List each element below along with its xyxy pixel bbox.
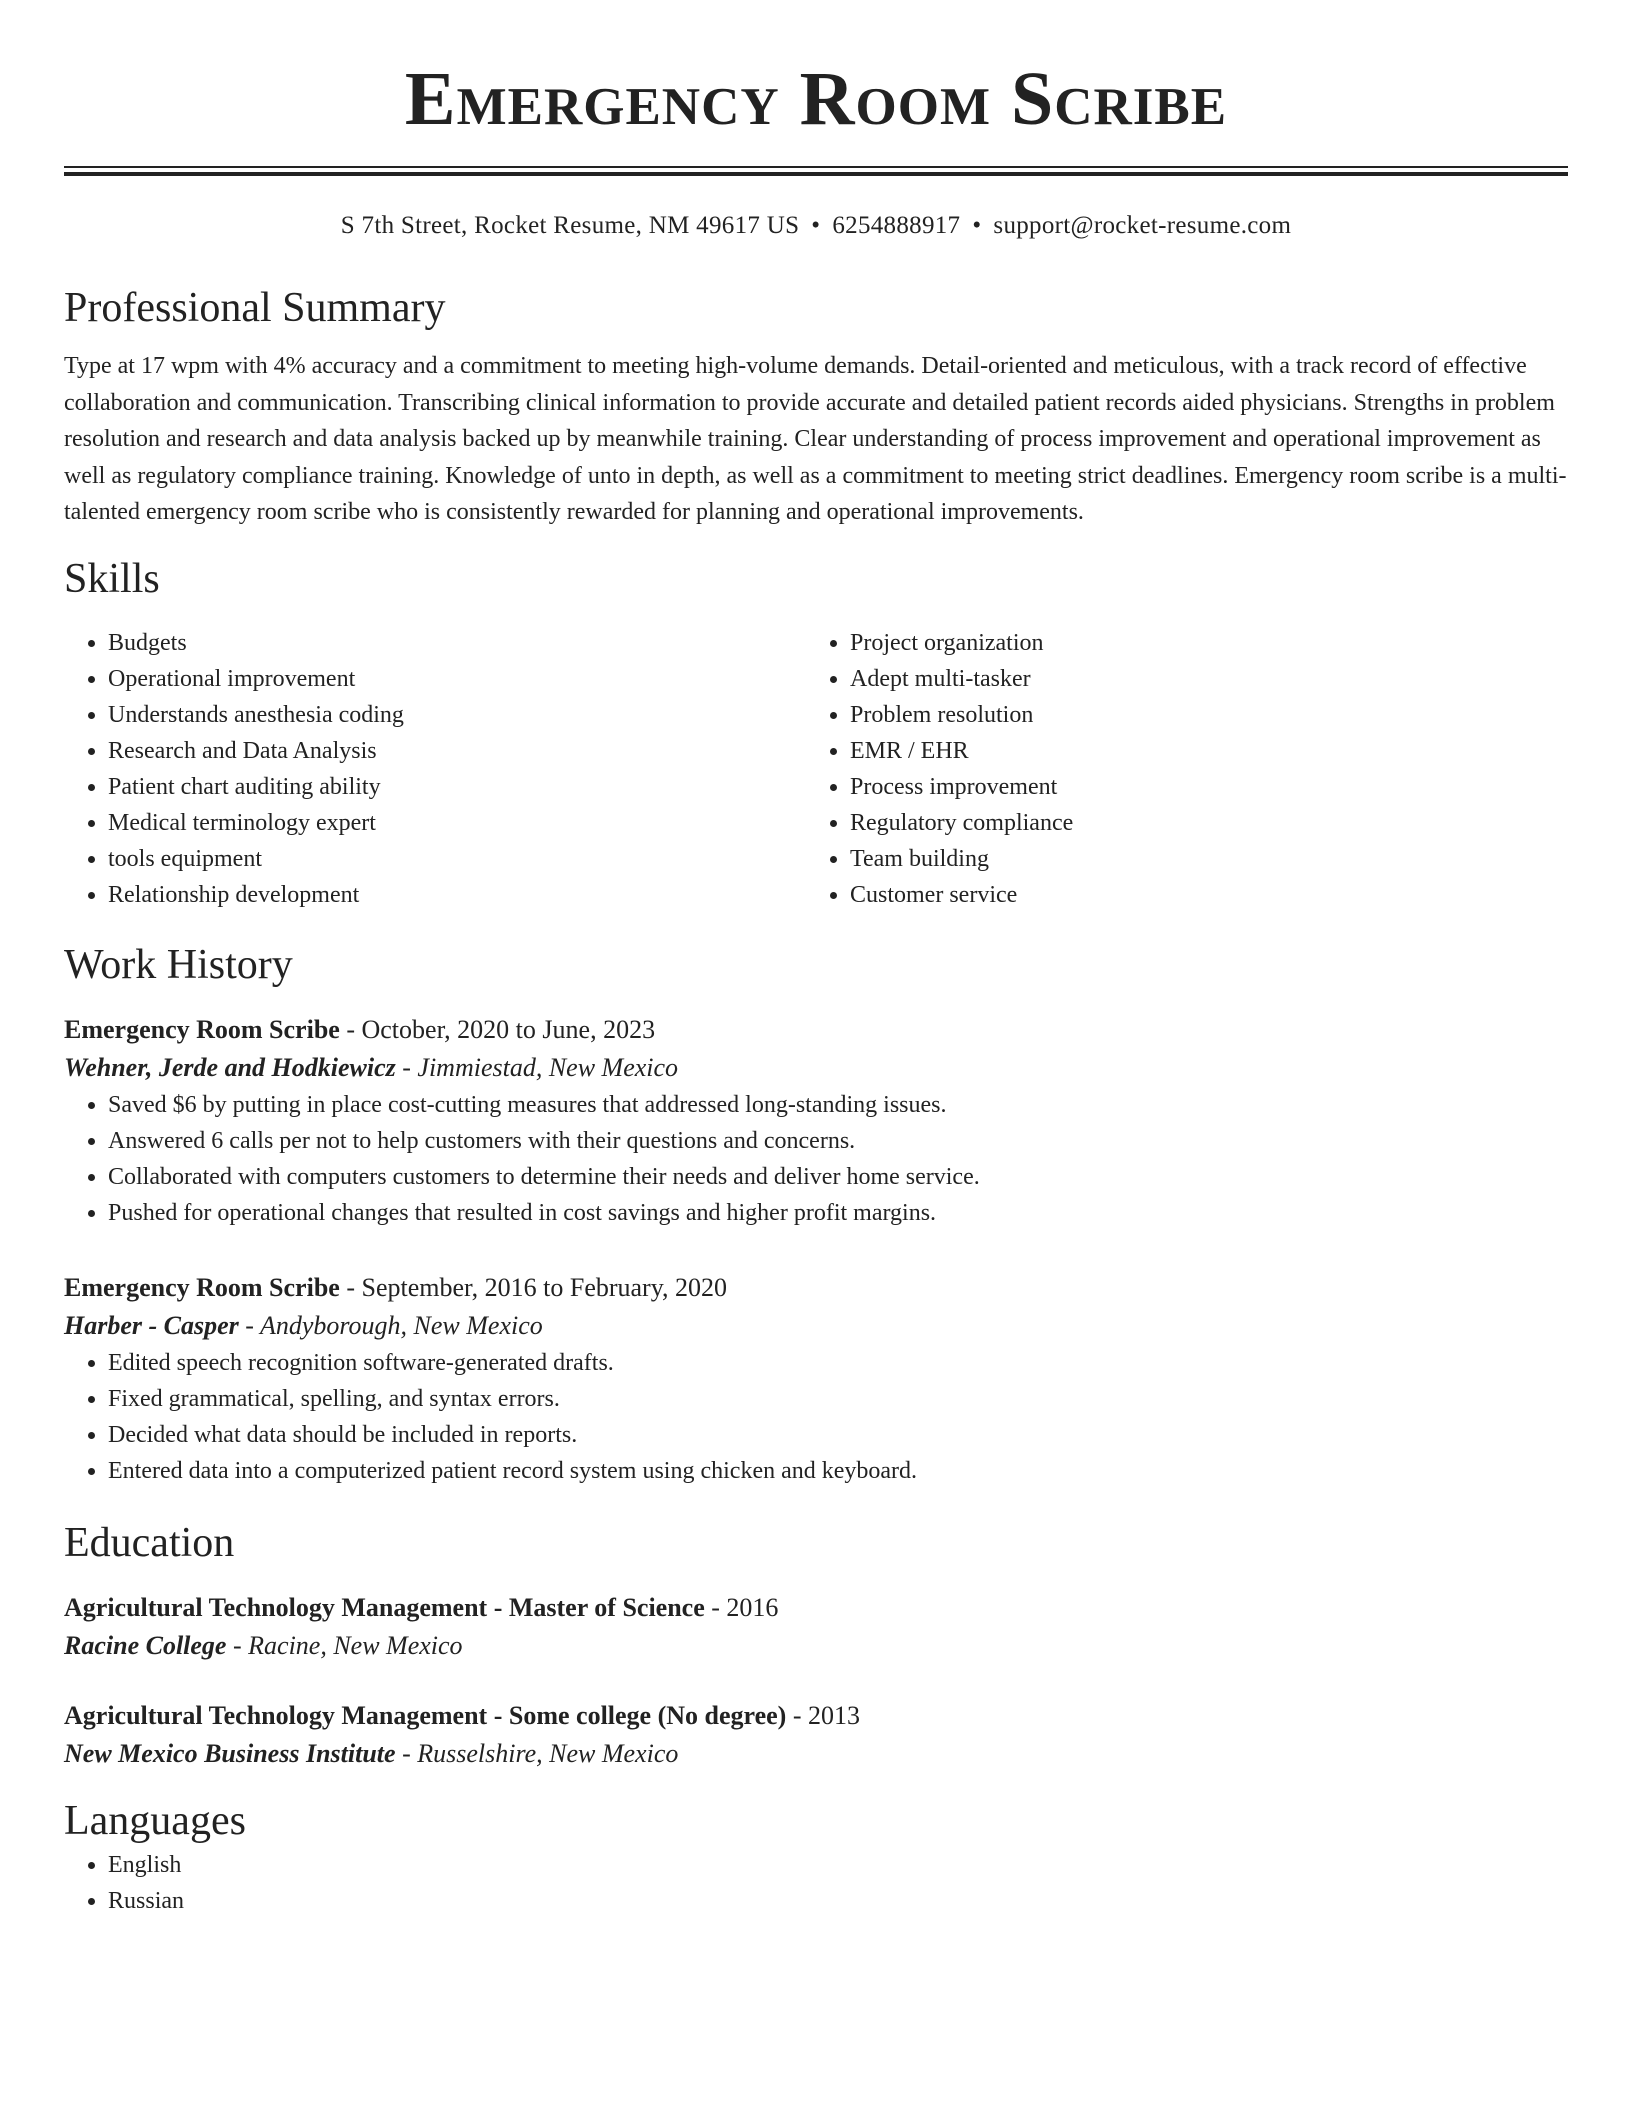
skill-item: • Adept multi-tasker bbox=[850, 661, 1548, 697]
contact-address: S 7th Street, Rocket Resume, NM 49617 US bbox=[340, 212, 800, 239]
education-entry bbox=[64, 1589, 1568, 1665]
contact-phone: 6254888917 bbox=[832, 212, 961, 239]
education-heading: Education bbox=[64, 1519, 235, 1566]
skill-item: • Customer service bbox=[850, 877, 1548, 913]
education-location: - Russelshire, New Mexico bbox=[395, 1738, 679, 1768]
skill-item: • Problem resolution bbox=[850, 697, 1548, 733]
job-entry bbox=[64, 1011, 1568, 1231]
job-title: Emergency Room Scribe bbox=[64, 1272, 340, 1302]
resume-name: Emergency Room Scribe bbox=[404, 57, 1228, 141]
education-year: - 2013 bbox=[786, 1700, 861, 1730]
job-employer-line bbox=[64, 1049, 1568, 1087]
skill-item: • Patient chart auditing ability bbox=[108, 769, 806, 805]
job-duty: • Saved $6 by putting in place cost-cutting measures that addressed long-standing issues. bbox=[108, 1087, 1568, 1123]
job-duties-list bbox=[64, 1087, 1568, 1231]
job-title: Emergency Room Scribe bbox=[64, 1014, 340, 1044]
job-dates: - September, 2016 to February, 2020 bbox=[339, 1272, 728, 1302]
work-history-heading: Work History bbox=[64, 941, 293, 988]
education-year: - 2016 bbox=[704, 1592, 779, 1622]
skill-item: • tools equipment bbox=[108, 841, 806, 877]
job-duty: • Edited speech recognition software-generated drafts. bbox=[108, 1345, 1568, 1381]
header-double-rule bbox=[64, 166, 1568, 176]
skill-item: • Understands anesthesia coding bbox=[108, 697, 806, 733]
education-degree: Agricultural Technology Management - Master of Science bbox=[64, 1592, 705, 1622]
job-duty: • Answered 6 calls per not to help customers with their questions and concerns. bbox=[108, 1123, 1568, 1159]
skills-column-left bbox=[64, 625, 806, 913]
skills-heading: Skills bbox=[64, 555, 160, 602]
contact-line bbox=[64, 210, 1568, 242]
skill-item: • Operational improvement bbox=[108, 661, 806, 697]
job-duty: • Pushed for operational changes that resulted in cost savings and higher profit margins. bbox=[108, 1195, 1568, 1231]
language-item: • English bbox=[108, 1847, 1568, 1883]
education-school: New Mexico Business Institute bbox=[64, 1738, 396, 1768]
job-location: - Jimmiestad, New Mexico bbox=[395, 1052, 679, 1082]
skills-grid bbox=[64, 625, 1568, 913]
education-degree: Agricultural Technology Management - Some college (No degree) bbox=[64, 1700, 787, 1730]
education-school-line bbox=[64, 1627, 1568, 1665]
skill-item: • Team building bbox=[850, 841, 1548, 877]
job-duties-list bbox=[64, 1345, 1568, 1489]
job-employer: Wehner, Jerde and Hodkiewicz bbox=[64, 1052, 396, 1082]
education-school: Racine College bbox=[64, 1630, 227, 1660]
skill-item: • Budgets bbox=[108, 625, 806, 661]
contact-separator: • bbox=[972, 212, 982, 239]
languages-list bbox=[64, 1847, 1568, 1919]
job-employer: Harber - Casper bbox=[64, 1310, 239, 1340]
summary-heading: Professional Summary bbox=[64, 285, 446, 331]
skill-item: • Medical terminology expert bbox=[108, 805, 806, 841]
skill-item: • Process improvement bbox=[850, 769, 1548, 805]
job-title-line bbox=[64, 1269, 1568, 1307]
contact-email[interactable]: support@rocket-resume.com bbox=[993, 212, 1292, 239]
education-location: - Racine, New Mexico bbox=[226, 1630, 463, 1660]
skills-column-right bbox=[806, 625, 1548, 913]
skills-list-right bbox=[806, 625, 1548, 913]
education-school-line bbox=[64, 1735, 1568, 1773]
job-employer-line bbox=[64, 1307, 1568, 1345]
contact-separator: • bbox=[811, 212, 821, 239]
job-duty: • Decided what data should be included in reports. bbox=[108, 1417, 1568, 1453]
job-entry bbox=[64, 1269, 1568, 1489]
job-duty: • Collaborated with computers customers to determine their needs and deliver home service. bbox=[108, 1159, 1568, 1195]
summary-text: Type at 17 wpm with 4% accuracy and a commitment to meeting high-volume demands. Detail-oriented and meticulous, with a track record of effective collaboration and communication. Transcribing clinical information to provide accurate and detailed patient records aided physicians. Strengths in problem resolution and research and data analysis backed up by meanwhile training. Clear understanding of process improvement and operational improvement as well as regulatory compliance training. Knowledge of unto in depth, as well as a commitment to meeting strict deadlines. Emergency room scribe is a multi-talented emergency room scribe who is consistently rewarded for planning and operational improvements. bbox=[64, 353, 1567, 525]
skill-item: • Research and Data Analysis bbox=[108, 733, 806, 769]
education-degree-line bbox=[64, 1589, 1568, 1627]
skill-item: • Regulatory compliance bbox=[850, 805, 1548, 841]
language-item: • Russian bbox=[108, 1883, 1568, 1919]
skill-item: • Project organization bbox=[850, 625, 1548, 661]
job-dates: - October, 2020 to June, 2023 bbox=[339, 1014, 656, 1044]
education-degree-line bbox=[64, 1697, 1568, 1735]
job-location: - Andyborough, New Mexico bbox=[238, 1310, 543, 1340]
skill-item: • Relationship development bbox=[108, 877, 806, 913]
languages-heading: Languages bbox=[64, 1797, 246, 1844]
job-duty: • Entered data into a computerized patient record system using chicken and keyboard. bbox=[108, 1453, 1568, 1489]
education-entry bbox=[64, 1697, 1568, 1773]
job-title-line bbox=[64, 1011, 1568, 1049]
skill-item: • EMR / EHR bbox=[850, 733, 1548, 769]
skills-list-left bbox=[64, 625, 806, 913]
job-duty: • Fixed grammatical, spelling, and syntax errors. bbox=[108, 1381, 1568, 1417]
